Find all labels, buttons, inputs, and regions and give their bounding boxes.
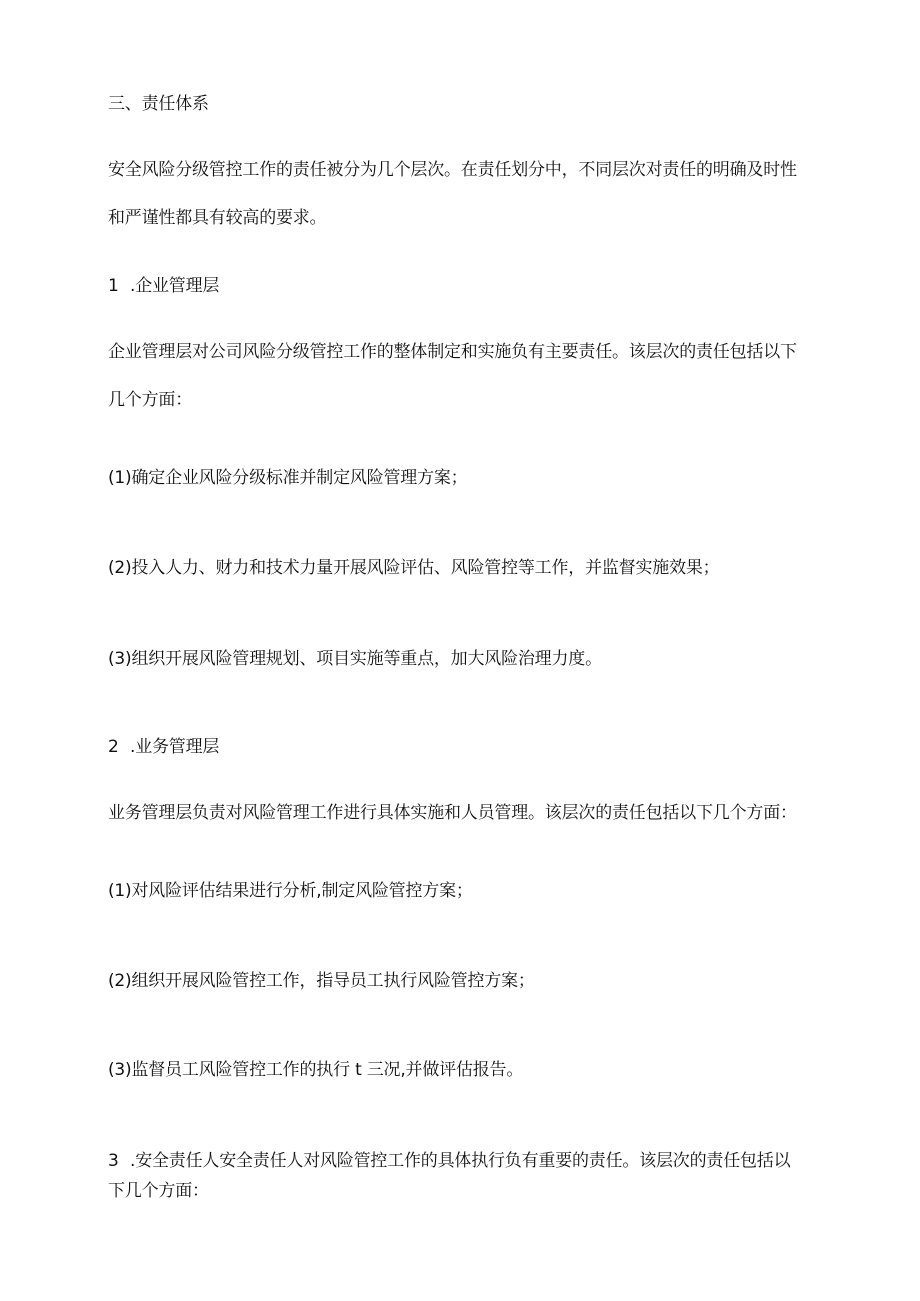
level3-heading — [108, 1150, 790, 1172]
level2-number: 2 — [108, 737, 119, 757]
level1-description-line: 企业管理层对公司风险分级管控工作的整体制定和实施负有主要责任。该层次的责任包括以下 — [108, 342, 797, 362]
level1-number: 1 — [108, 276, 119, 296]
level2-description-line: 业务管理层负责对风险管理工作进行具体实施和人员管理。该层次的责任包括以下几个方面： — [108, 803, 797, 823]
level1-heading-text: .企业管理层 — [130, 276, 220, 296]
level3-number: 3 — [108, 1151, 119, 1171]
level3-heading-continuation: 下几个方面： — [108, 1181, 209, 1201]
level2-list-item: (1)对风险评估结果进行分析,制定风险管控方案； — [108, 881, 473, 901]
level1-description-line: 几个方面： — [108, 390, 192, 410]
level2-list-item: (3)监督员工风险管控工作的执行 t 三况,并做评估报告。 — [108, 1060, 524, 1080]
level1-list-item: (1)确定企业风险分级标准并制定风险管理方案； — [108, 468, 468, 488]
level3-heading-text: .安全责任人安全责任人对风险管控工作的具体执行负有重要的责任。该层次的责任包括以 — [130, 1151, 791, 1171]
level1-list-item: (3)组织开展风险管理规划、项目实施等重点，加大风险治理力度。 — [108, 649, 602, 669]
level2-list-item: (2)组织开展风险管控工作，指导员工执行风险管控方案； — [108, 971, 535, 991]
level2-heading-text: .业务管理层 — [130, 737, 220, 757]
section-title: 三、责任体系 — [108, 94, 209, 114]
level2-heading — [108, 736, 219, 758]
level1-list-item: (2)投入人力、财力和技术力量开展风险评估、风险管控等工作，并监督实施效果； — [108, 558, 720, 578]
intro-paragraph-line: 安全风险分级管控工作的责任被分为几个层次。在责任划分中，不同层次对责任的明确及时性 — [108, 160, 797, 180]
intro-paragraph-line: 和严谨性都具有较高的要求。 — [108, 208, 327, 228]
level1-heading — [108, 275, 219, 297]
